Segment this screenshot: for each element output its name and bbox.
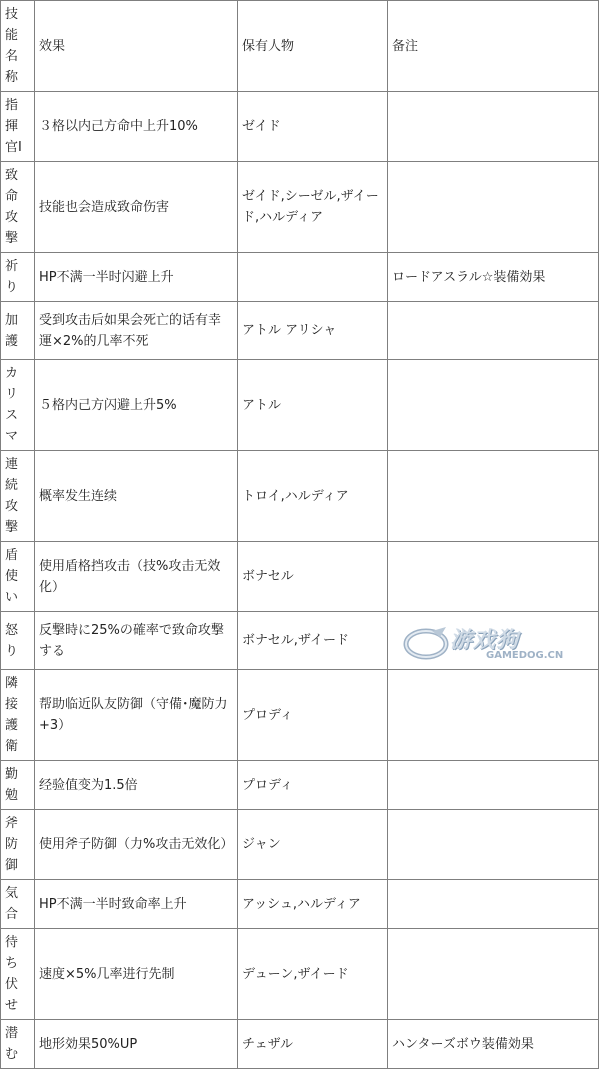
skill-note bbox=[388, 451, 599, 542]
skill-note bbox=[388, 880, 599, 929]
skill-effect: 反撃時に25%の確率で致命攻撃する bbox=[35, 612, 238, 670]
skill-effect: 速度×5%几率进行先制 bbox=[35, 929, 238, 1020]
skill-holder: ジャン bbox=[238, 810, 388, 880]
table-row bbox=[1, 810, 599, 880]
skill-note bbox=[388, 670, 599, 761]
skill-note bbox=[388, 810, 599, 880]
skill-note bbox=[388, 302, 599, 360]
watermark-text: 游戏狗 bbox=[450, 628, 520, 653]
skill-effect: 使用斧子防御（力%攻击无效化） bbox=[35, 810, 238, 880]
table-row bbox=[1, 761, 599, 810]
skill-note: ハンターズボウ装備効果 bbox=[388, 1020, 599, 1069]
skill-effect: HP不满一半时闪避上升 bbox=[35, 253, 238, 302]
skill-note bbox=[388, 929, 599, 1020]
skill-effect: 技能也会造成致命伤害 bbox=[35, 162, 238, 253]
table-row bbox=[1, 542, 599, 612]
skill-holder: ボナセル,ザイード bbox=[238, 612, 388, 670]
skill-note bbox=[388, 162, 599, 253]
skill-holder bbox=[238, 253, 388, 302]
table-row bbox=[1, 929, 599, 1020]
watermark-subtext: GAMEDOG.CN bbox=[486, 650, 564, 661]
table-row bbox=[1, 162, 599, 253]
skill-name: 隣接護衛 bbox=[1, 670, 35, 761]
skill-name: 加護 bbox=[1, 302, 35, 360]
skill-effect: 帮助临近队友防御（守備･魔防力+3） bbox=[35, 670, 238, 761]
skill-effect: HP不满一半时致命率上升 bbox=[35, 880, 238, 929]
skill-effect: 经验值变为1.5倍 bbox=[35, 761, 238, 810]
skill-name: カリスマ bbox=[1, 360, 35, 451]
skill-effect: ３格以内己方命中上升10% bbox=[35, 92, 238, 162]
skill-holder: アトル アリシャ bbox=[238, 302, 388, 360]
table-row bbox=[1, 302, 599, 360]
skill-name: 連続攻撃 bbox=[1, 451, 35, 542]
skill-holder: プロディ bbox=[238, 761, 388, 810]
table-row bbox=[1, 612, 599, 670]
skill-holder: トロイ,ハルディア bbox=[238, 451, 388, 542]
skill-effect: 使用盾格挡攻击（技%攻击无效化） bbox=[35, 542, 238, 612]
skill-name: 斧防御 bbox=[1, 810, 35, 880]
skill-name: 盾使い bbox=[1, 542, 35, 612]
skill-note bbox=[388, 360, 599, 451]
table-row bbox=[1, 253, 599, 302]
skill-holder: ボナセル bbox=[238, 542, 388, 612]
skill-holder: ゼイド,シーゼル,ザイード,ハルディア bbox=[238, 162, 388, 253]
table-row bbox=[1, 670, 599, 761]
header-row bbox=[1, 1, 599, 92]
table-row bbox=[1, 451, 599, 542]
skill-note bbox=[388, 761, 599, 810]
skill-note bbox=[388, 542, 599, 612]
skill-effect: 地形効果50%UP bbox=[35, 1020, 238, 1069]
header-holder: 保有人物 bbox=[238, 1, 388, 92]
skill-name: 祈り bbox=[1, 253, 35, 302]
skill-name: 勤勉 bbox=[1, 761, 35, 810]
skill-holder: アトル bbox=[238, 360, 388, 451]
header-note: 备注 bbox=[388, 1, 599, 92]
skill-effect: ５格内己方闪避上升5% bbox=[35, 360, 238, 451]
skill-note bbox=[388, 92, 599, 162]
skill-note: ロードアスラル☆装備効果 bbox=[388, 253, 599, 302]
header-skill-name: 技能名称 bbox=[1, 1, 35, 92]
table-row bbox=[1, 1020, 599, 1069]
skill-name: 待ち伏せ bbox=[1, 929, 35, 1020]
skill-effect: 概率发生连续 bbox=[35, 451, 238, 542]
skill-name: 潜む bbox=[1, 1020, 35, 1069]
skill-holder: チェザル bbox=[238, 1020, 388, 1069]
skill-holder: ゼイド bbox=[238, 92, 388, 162]
skill-holder: アッシュ,ハルディア bbox=[238, 880, 388, 929]
skill-name: 怒り bbox=[1, 612, 35, 670]
skill-name: 指揮官Ⅰ bbox=[1, 92, 35, 162]
skill-effect: 受到攻击后如果会死亡的话有幸運×2%的几率不死 bbox=[35, 302, 238, 360]
skill-note bbox=[388, 612, 599, 670]
header-effect: 效果 bbox=[35, 1, 238, 92]
skill-holder: デューン,ザイード bbox=[238, 929, 388, 1020]
table-row bbox=[1, 360, 599, 451]
skill-holder: プロディ bbox=[238, 670, 388, 761]
skill-name: 致命攻撃 bbox=[1, 162, 35, 253]
table-row bbox=[1, 880, 599, 929]
table-row bbox=[1, 92, 599, 162]
skill-name: 気合 bbox=[1, 880, 35, 929]
